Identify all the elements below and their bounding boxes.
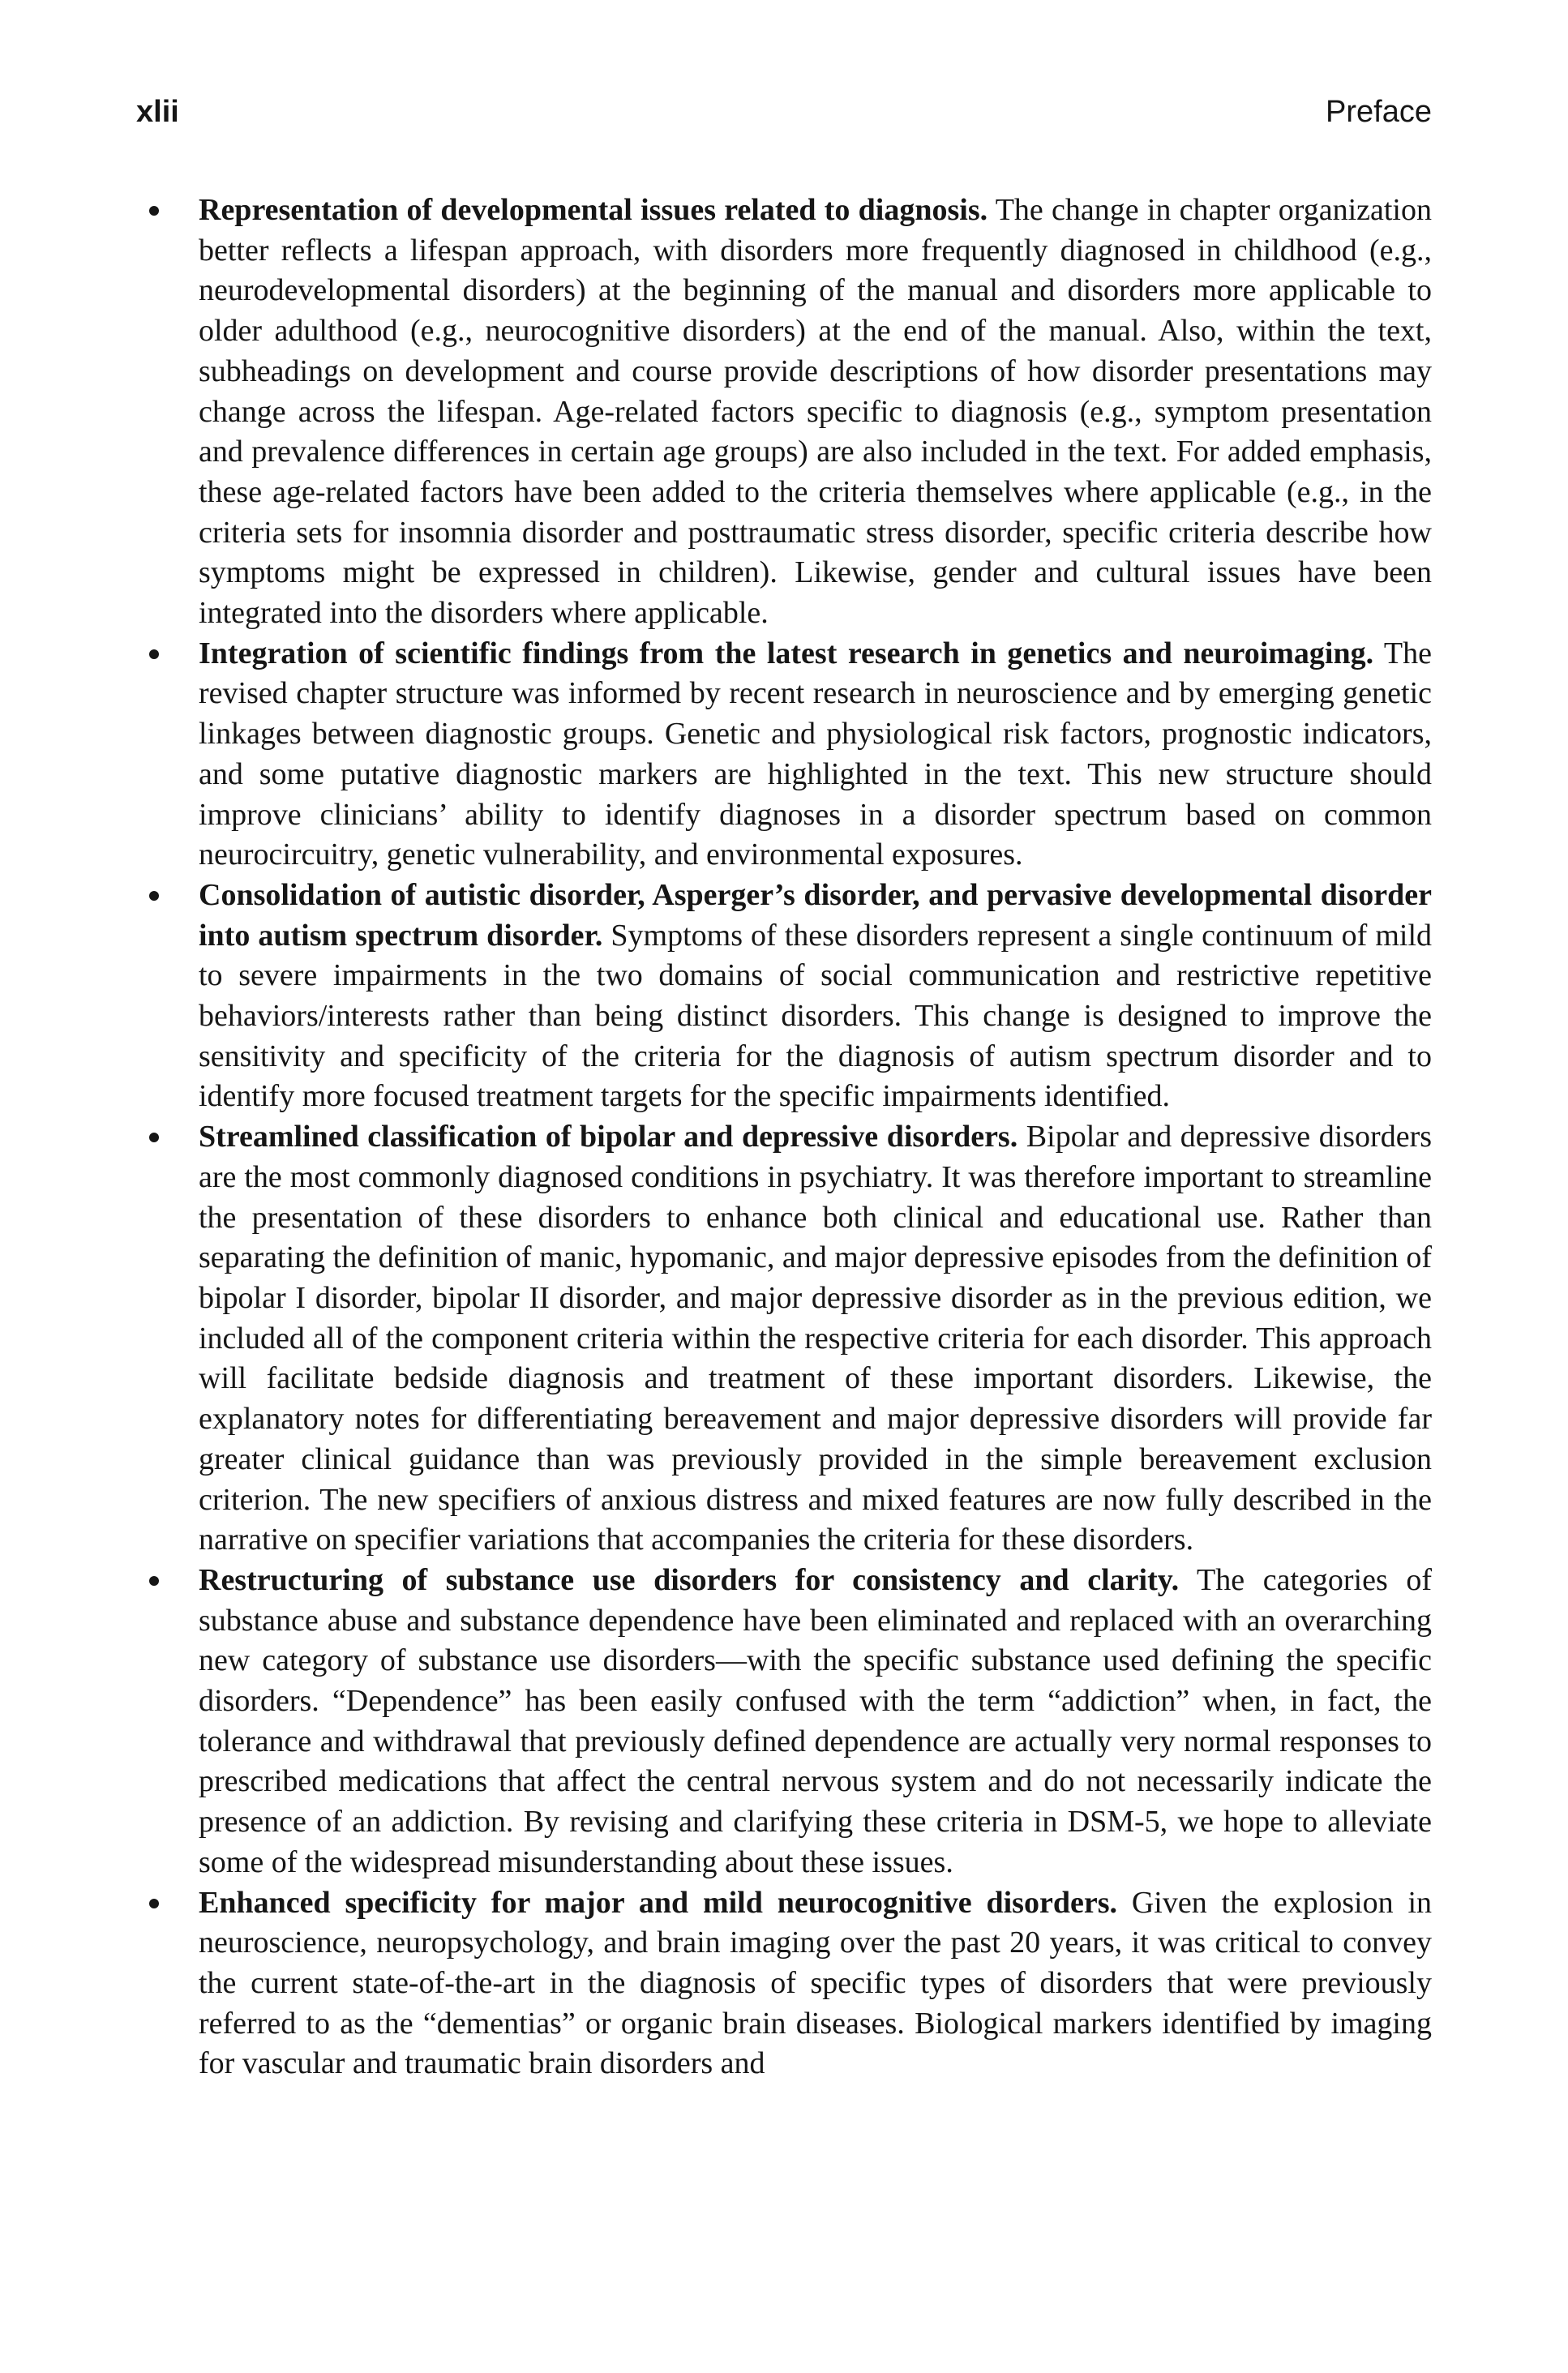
bullet-body: The revised chapter structure was informed by recent research in neuroscience and by emerging genetic linkages between diagnostic groups. Genetic and physiological risk factors, prognostic indicators, and some putative diagnostic markers are highlighted in the text. This new structure should improve clinicians’ ability to identify diagnoses in a disorder spectrum based on common neurocircuitry, genetic vulnerability, and environmental exposures. <box>199 636 1432 872</box>
bullet-body: The categories of substance abuse and substance dependence have been eliminated and replaced with an overarching new category of substance use disorders—with the specific substance used defining the specific disorders. “Dependence” has been easily confused with the term “addiction” when, in fact, the tolerance and withdrawal that previously defined dependence are actually very normal responses to prescribed medications that affect the central nervous system and do not necessarily indicate the presence of an addiction. By revising and clarifying these criteria in DSM-5, we hope to alleviate some of the widespread misunderstanding about these issues. <box>199 1562 1432 1879</box>
bullet-body: Bipolar and depressive disorders are the most commonly diagnosed conditions in psychiatry. It was therefore important to streamline the presentation of these disorders to enhance both clinical and educational use. Rather than separating the definition of manic, hypomanic, and major depressive episodes from the definition of bipolar I disorder, bipolar II disorder, and major depressive disorder as in the previous edition, we included all of the component criteria within the respective criteria for each disorder. This approach will facilitate bedside diagnosis and treatment of these important disorders. Likewise, the explanatory notes for differentiating bereavement and major depressive disorders will provide far greater clinical guidance than was previously provided in the simple bereavement exclusion criterion. The new specifiers of anxious distress and mixed features are now fully described in the narrative on specifier variations that accompanies the criteria for these disorders. <box>199 1120 1433 1557</box>
bullet-icon <box>149 891 159 901</box>
bullet-heading: Enhanced specificity for major and mild neurocognitive disorders. <box>199 1885 1117 1920</box>
bullet-heading: Consolidation of autistic disorder, Asperger’s disorder, and pervasive developmental disorder into autism spectrum disorder. <box>199 877 1432 953</box>
bullet-item-bipolar-depressive <box>136 1117 1432 1561</box>
bullet-item-genetics-neuroimaging <box>136 634 1432 876</box>
running-head: Preface <box>1326 95 1432 129</box>
bullet-heading: Streamlined classification of bipolar and depressive disorders. <box>199 1120 1018 1154</box>
bullet-item-autism-spectrum <box>136 876 1432 1117</box>
bullet-heading: Representation of developmental issues related to diagnosis. <box>199 193 988 227</box>
bullet-item-neurocognitive <box>136 1883 1432 2085</box>
bullet-list <box>136 191 1432 2084</box>
bullet-item-substance-use <box>136 1561 1432 1883</box>
bullet-icon <box>149 1899 159 1908</box>
bullet-icon <box>149 206 159 216</box>
bullet-body: The change in chapter organization better reflects a lifespan approach, with disorders more frequently diagnosed in childhood (e.g., neurodevelopmental disorders) at the beginning of the manual and disorders more applicable to older adulthood (e.g., neurocognitive disorders) at the end of the manual. Also, within the text, subheadings on development and course provide descriptions of how disorder presentations may change across the lifespan. Age-related factors specific to diagnosis (e.g., symptom presentation and prevalence differences in certain age groups) are also included in the text. For added emphasis, these age-related factors have been added to the criteria themselves where applicable (e.g., in the criteria sets for insomnia disorder and posttraumatic stress disorder, specific criteria describe how symptoms might be expressed in children). Likewise, gender and cultural issues have been integrated into the disorders where applicable. <box>199 193 1432 631</box>
bullet-body: Given the explosion in neuroscience, neuropsychology, and brain imaging over the past 20 years, it was critical to convey the current state-of-the-art in the diagnosis of specific types of disorders that were previously referred to as the “dementias” or organic brain diseases. Biological markers identified by imaging for vascular and traumatic brain disorders and <box>199 1885 1433 2081</box>
page-header <box>136 88 1432 136</box>
bullet-icon <box>149 1576 159 1586</box>
bullet-icon <box>149 649 159 659</box>
bullet-heading: Restructuring of substance use disorders for consistency and clarity. <box>199 1562 1180 1597</box>
bullet-heading: Integration of scientific findings from the latest research in genetics and neuroimaging. <box>199 636 1374 670</box>
page-number: xlii <box>136 95 179 129</box>
bullet-body: Symptoms of these disorders represent a single continuum of mild to severe impairments in the two domains of social communication and restrictive repetitive behaviors/interests rather than being distinct disorders. This change is designed to improve the sensitivity and specificity of the criteria for the diagnosis of autism spectrum disorder and to identify more focused treatment targets for the specific impairments identified. <box>199 918 1433 1114</box>
bullet-item-developmental-issues <box>136 191 1432 634</box>
bullet-icon <box>149 1133 159 1142</box>
